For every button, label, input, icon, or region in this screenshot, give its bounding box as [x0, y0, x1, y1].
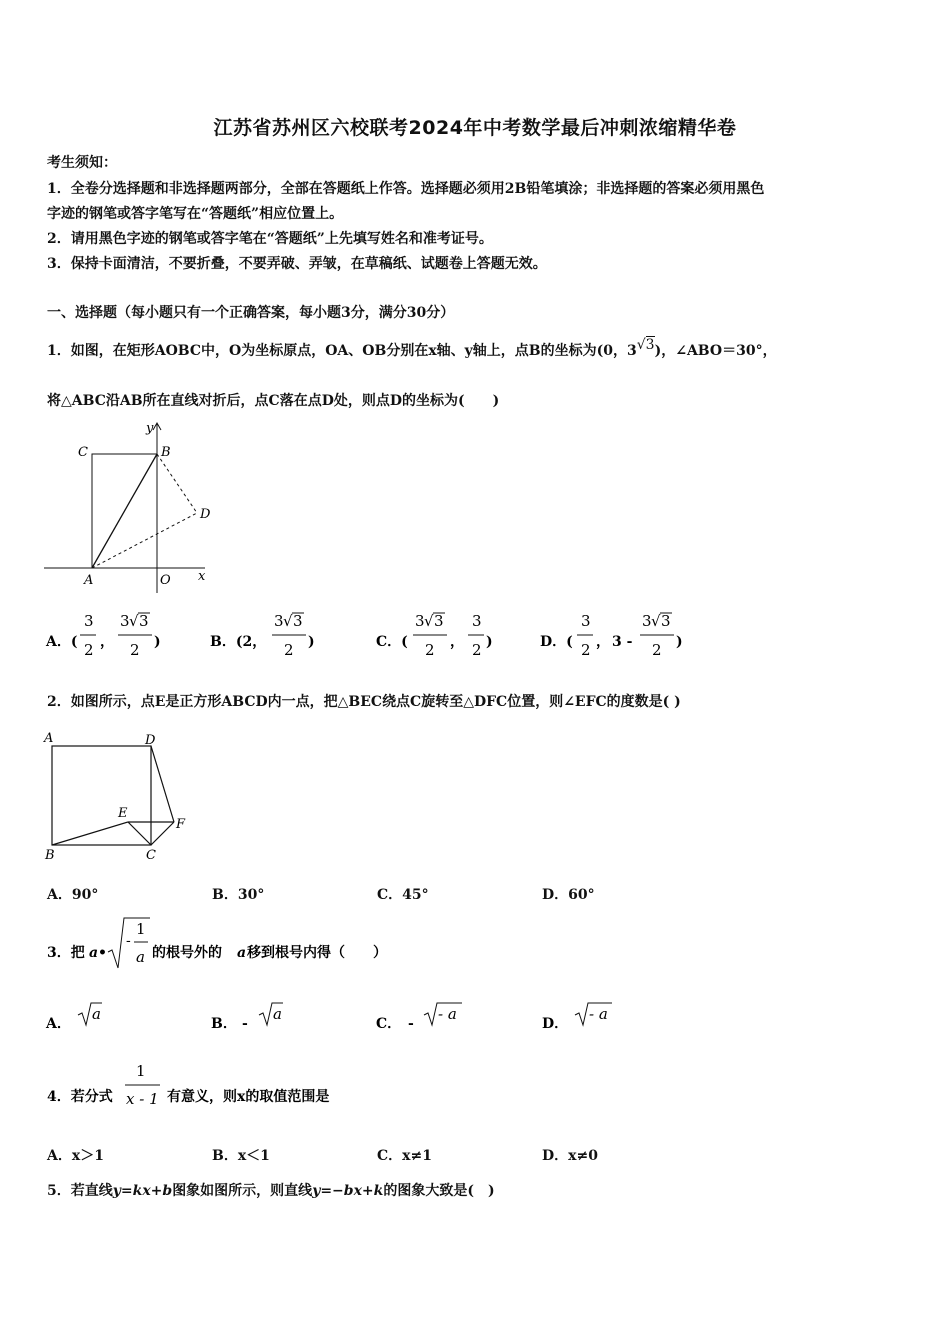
svg-text:x - 1: x - 1: [126, 1090, 159, 1108]
svg-text:- a: - a: [589, 1005, 608, 1023]
label-b: B: [161, 445, 171, 460]
segment-bd: [157, 454, 197, 513]
label-a: A: [44, 731, 54, 746]
svg-text:3．把: 3．把: [47, 945, 85, 961]
q2-option-c: C．45°: [377, 887, 429, 903]
svg-text:2: 2: [284, 641, 294, 659]
svg-text:a: a: [273, 1005, 282, 1023]
notice-heading: 考生须知：: [47, 155, 117, 171]
label-f: F: [176, 817, 186, 832]
notice-line-1b: 字迹的钢笔或答字笔写在“答题纸”相应位置上。: [47, 206, 344, 222]
label-y: y: [146, 421, 154, 436]
svg-text:a: a: [92, 1005, 101, 1023]
svg-text:2: 2: [84, 641, 94, 659]
svg-text:2: 2: [652, 641, 662, 659]
svg-text:，: ，: [450, 634, 464, 650]
q1-options: [40, 605, 740, 665]
svg-text:2: 2: [130, 641, 140, 659]
q2-option-b: B．30°: [212, 887, 265, 903]
svg-text:有意义，则x的取值范围是: 有意义，则x的取值范围是: [167, 1089, 330, 1105]
svg-text:- a: - a: [438, 1005, 457, 1023]
svg-text:2: 2: [425, 641, 435, 659]
svg-text:3: 3: [415, 612, 425, 630]
svg-text:√: √: [651, 612, 661, 630]
svg-text:，: ，: [100, 634, 114, 650]
q1-option-d: [540, 612, 683, 659]
svg-text:D．(: D．(: [540, 634, 573, 650]
svg-text:3 -: 3 -: [612, 634, 633, 650]
q3-option-a-letter: A．: [46, 1016, 71, 1032]
svg-text:√: √: [424, 612, 434, 630]
page-title: 江苏省苏州区六校联考2024年中考数学最后冲刺浓缩精华卷: [213, 117, 737, 139]
svg-text:4．若分式: 4．若分式: [47, 1089, 113, 1105]
svg-text:): ): [154, 634, 161, 650]
q2-figure: [40, 726, 200, 866]
svg-text:3: 3: [581, 612, 591, 630]
svg-text:3: 3: [120, 612, 130, 630]
q4-option-c: C．x≠1: [377, 1148, 432, 1164]
segment-fc: [151, 822, 174, 845]
svg-text:-: -: [408, 1016, 414, 1032]
svg-text:-: -: [126, 933, 131, 949]
q5-text: 5．若直线y=kx+b图象如图所示，则直线y=−bx+k的图象大致是( ): [47, 1183, 495, 1199]
svg-text:的根号外的: 的根号外的: [152, 945, 222, 961]
q3-options: [40, 995, 660, 1035]
q3-option-b-letter: B．: [211, 1016, 237, 1032]
svg-text:a: a: [89, 945, 99, 961]
svg-text:1: 1: [136, 920, 146, 938]
q1-text-c: 将△ABC沿AB所在直线对折后，点C落在点D处，则点D的坐标为( ): [47, 393, 500, 409]
label-o: O: [160, 573, 171, 588]
svg-text:): ): [308, 634, 315, 650]
svg-text:3: 3: [139, 612, 149, 630]
q1-option-b: [210, 612, 315, 659]
q4-option-b: B．x＜1: [212, 1148, 270, 1164]
q2-option-d: D．60°: [542, 887, 595, 903]
svg-text:B．(2，: B．(2，: [210, 634, 267, 650]
notice-line-3: 3．保持卡面清洁，不要折叠，不要弄破、弄皱，在草稿纸、试题卷上答题无效。: [47, 256, 547, 272]
svg-text:A．(: A．(: [46, 634, 78, 650]
q4-text: [40, 1055, 400, 1115]
svg-text:2: 2: [472, 641, 482, 659]
svg-text:√: √: [283, 612, 293, 630]
svg-text:C．(: C．(: [376, 634, 408, 650]
svg-text:移到根号内得（ ）: 移到根号内得（ ）: [247, 945, 387, 961]
notice-line-2: 2．请用黑色字迹的钢笔或答字笔在“答题纸”上先填写姓名和准考证号。: [47, 231, 493, 247]
q1-option-a: [45, 612, 161, 659]
notice-line-1a: 1．全卷分选择题和非选择题两部分，全部在答题纸上作答。选择题必须用2B铅笔填涂；非选择题的答案必须用黑色: [47, 181, 765, 197]
svg-text:a: a: [136, 948, 145, 966]
q1-sqrt-value: 3: [645, 337, 655, 353]
q3-option-d-letter: D．: [542, 1016, 569, 1032]
q2-option-a: A．90°: [47, 887, 99, 903]
svg-text:1: 1: [136, 1062, 146, 1080]
label-a: A: [84, 573, 94, 588]
label-d: D: [145, 733, 156, 748]
q2-text: 2．如图所示，点E是正方形ABCD内一点，把△BEC绕点C旋转至△DFC位置，则∠EFC的度数是( ): [47, 694, 681, 710]
svg-text:，: ，: [596, 634, 610, 650]
segment-df: [151, 746, 174, 822]
svg-text:): ): [676, 634, 683, 650]
svg-text:3: 3: [472, 612, 482, 630]
svg-text:3: 3: [84, 612, 94, 630]
q4-option-d: D．x≠0: [542, 1148, 598, 1164]
label-b: B: [45, 848, 55, 863]
label-e: E: [118, 806, 128, 821]
label-c: C: [146, 848, 156, 863]
svg-text:3: 3: [661, 612, 671, 630]
q4-option-a: A．x＞1: [47, 1148, 104, 1164]
label-x: x: [198, 569, 206, 584]
svg-text:-: -: [242, 1016, 248, 1032]
svg-text:3: 3: [642, 612, 652, 630]
svg-text:): ): [486, 634, 493, 650]
q1-figure: [40, 418, 230, 593]
svg-text:3: 3: [293, 612, 303, 630]
q3-option-c-letter: C．: [376, 1016, 402, 1032]
svg-text:3: 3: [274, 612, 284, 630]
svg-text:3: 3: [434, 612, 444, 630]
q1-option-c: [376, 612, 493, 659]
label-d: D: [200, 507, 211, 522]
segment-ec: [128, 822, 151, 845]
svg-text:√: √: [129, 612, 139, 630]
svg-text:2: 2: [581, 641, 591, 659]
svg-text:•: •: [98, 945, 107, 961]
segment-be: [52, 822, 128, 845]
label-c: C: [78, 445, 88, 460]
q3-text: [40, 912, 440, 972]
q1-text-a: 1．如图，在矩形AOBC中，O为坐标原点，OA、OB分别在x轴、y轴上，点B的坐标为(0，3√3)，∠ABO＝30°，: [47, 337, 777, 359]
section-heading: 一、选择题（每小题只有一个正确答案，每小题3分，满分30分）: [47, 305, 455, 321]
svg-text:a: a: [237, 945, 247, 961]
